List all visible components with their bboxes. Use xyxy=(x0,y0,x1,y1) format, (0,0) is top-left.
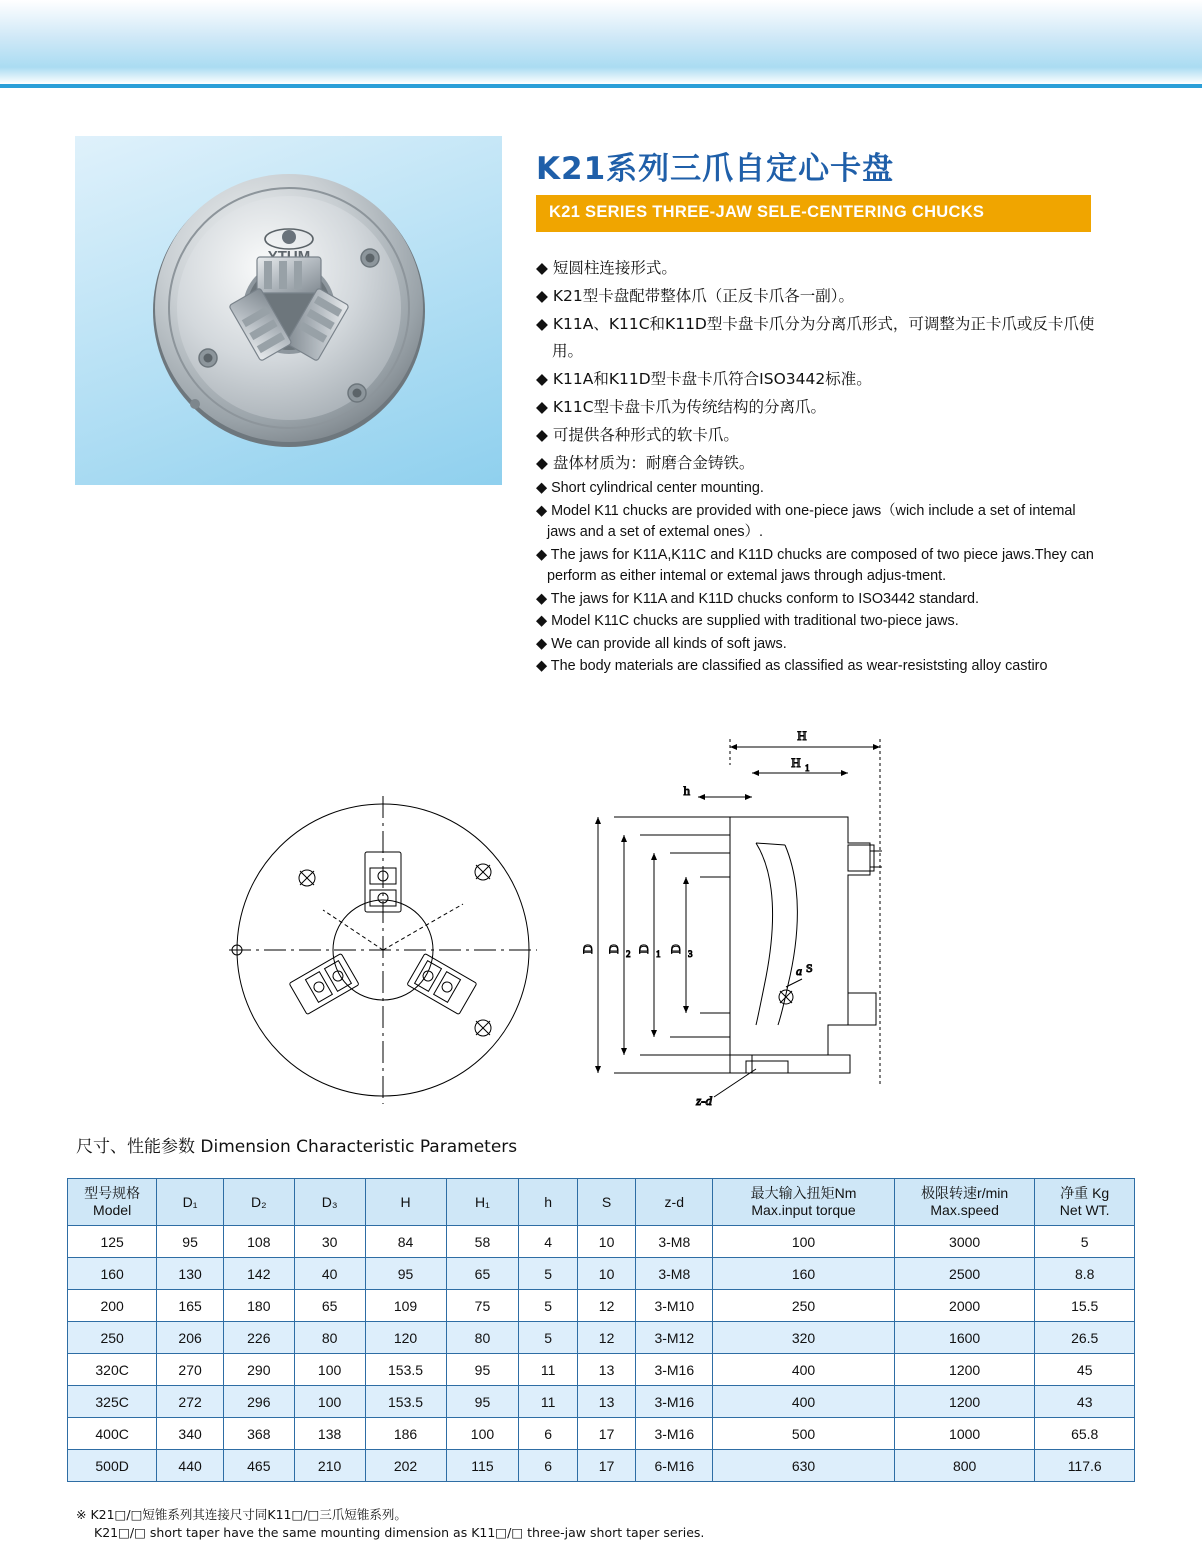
col-header-weight: 净重 Kg Net WT. xyxy=(1035,1179,1135,1226)
cell-weight: 43 xyxy=(1035,1386,1135,1418)
col-header-speed: 极限转速r/min Max.speed xyxy=(894,1179,1035,1226)
table-row xyxy=(68,1418,1135,1450)
top-decorative-band xyxy=(0,0,1202,84)
cell-torque: 630 xyxy=(713,1450,895,1482)
feature-en-item: ◆ The jaws for K11A and K11D chucks conform to ISO3442 standard. xyxy=(536,590,980,607)
cell-d3: 210 xyxy=(294,1450,365,1482)
cell-h-small: 6 xyxy=(519,1418,577,1450)
cell-h-small: 5 xyxy=(519,1258,577,1290)
cell-d1: 206 xyxy=(157,1322,224,1354)
cell-h: 186 xyxy=(365,1418,446,1450)
cell-s: 13 xyxy=(577,1386,635,1418)
cell-model: 200 xyxy=(68,1290,157,1322)
feature-cn-item: ◆ K11C型卡盘卡爪为传统结构的分离爪。 xyxy=(536,398,827,416)
table-row xyxy=(68,1226,1135,1258)
cell-h1: 65 xyxy=(446,1258,519,1290)
svg-text:h: h xyxy=(683,783,690,798)
cell-s: 13 xyxy=(577,1354,635,1386)
cell-h1: 100 xyxy=(446,1418,519,1450)
cell-d1: 165 xyxy=(157,1290,224,1322)
table-row xyxy=(68,1354,1135,1386)
cell-zd: 3-M16 xyxy=(636,1418,713,1450)
parameters-table xyxy=(67,1178,1135,1482)
page-title-cn: K21系列三爪自定心卡盘 xyxy=(536,151,895,187)
cell-model: 500D xyxy=(68,1450,157,1482)
col-header-zd: z-d xyxy=(636,1179,713,1226)
footnote-line-cn: ※ K21□/□短锥系列其连接尺寸同K11□/□三爪短锥系列。 xyxy=(76,1507,407,1522)
feature-cn-item: ◆ 短圆柱连接形式。 xyxy=(536,259,677,277)
svg-text:H: H xyxy=(797,728,807,743)
svg-text:2: 2 xyxy=(626,949,631,959)
svg-text:D: D xyxy=(606,944,621,954)
cell-speed: 1600 xyxy=(894,1322,1035,1354)
cell-d1: 340 xyxy=(157,1418,224,1450)
feature-en-item: ◆ Short cylindrical center mounting. xyxy=(536,480,764,496)
col-header-d1: D₁ xyxy=(157,1179,224,1226)
cell-d2: 226 xyxy=(223,1322,294,1354)
cell-model: 250 xyxy=(68,1322,157,1354)
feature-en-item: ◆ Model K11C chucks are supplied with traditional two-piece jaws. xyxy=(536,613,959,629)
cell-h1: 115 xyxy=(446,1450,519,1482)
svg-text:D: D xyxy=(580,944,595,954)
table-row xyxy=(68,1290,1135,1322)
cell-h-small: 5 xyxy=(519,1290,577,1322)
cell-d1: 440 xyxy=(157,1450,224,1482)
cell-weight: 26.5 xyxy=(1035,1322,1135,1354)
cell-speed: 3000 xyxy=(894,1226,1035,1258)
cell-d3: 40 xyxy=(294,1258,365,1290)
cell-weight: 15.5 xyxy=(1035,1290,1135,1322)
page-title-en: K21 SERIES THREE-JAW SELE-CENTERING CHUCKS xyxy=(549,203,985,221)
svg-text:1: 1 xyxy=(656,949,661,959)
features-list-cn xyxy=(536,255,1096,478)
col-header-model xyxy=(68,1179,157,1226)
cell-h: 109 xyxy=(365,1290,446,1322)
cell-s: 17 xyxy=(577,1450,635,1482)
cell-h1: 80 xyxy=(446,1322,519,1354)
cell-d3: 30 xyxy=(294,1226,365,1258)
cell-s: 17 xyxy=(577,1418,635,1450)
cell-s: 10 xyxy=(577,1226,635,1258)
col-header-s: S xyxy=(577,1179,635,1226)
cell-h1: 95 xyxy=(446,1386,519,1418)
cell-d2: 296 xyxy=(223,1386,294,1418)
cell-h1: 95 xyxy=(446,1354,519,1386)
cell-torque: 320 xyxy=(713,1322,895,1354)
col-header-h-small: h xyxy=(519,1179,577,1226)
col-header-torque: 最大输入扭矩Nm Max.input torque xyxy=(713,1179,895,1226)
chuck-illustration xyxy=(139,161,439,461)
cell-d3: 100 xyxy=(294,1386,365,1418)
cell-d2: 368 xyxy=(223,1418,294,1450)
cell-zd: 3-M16 xyxy=(636,1354,713,1386)
col-header-h1: H₁ xyxy=(446,1179,519,1226)
section-view-drawing xyxy=(580,725,910,1115)
cell-model: 400C xyxy=(68,1418,157,1450)
cell-d1: 272 xyxy=(157,1386,224,1418)
cell-torque: 100 xyxy=(713,1226,895,1258)
col-header-model-en: Model xyxy=(93,1202,132,1218)
col-header-d3: D₃ xyxy=(294,1179,365,1226)
cell-speed: 1200 xyxy=(894,1386,1035,1418)
feature-en-item: ◆ The jaws for K11A,K11C and K11D chucks are composed of two piece jaws.They can perform as either intemal or extemal jaws through adjus-tment. xyxy=(536,546,1094,584)
cell-zd: 3-M10 xyxy=(636,1290,713,1322)
feature-en-item: ◆ We can provide all kinds of soft jaws. xyxy=(536,635,787,652)
cell-h-small: 5 xyxy=(519,1322,577,1354)
feature-cn-item: ◆ K11A和K11D型卡盘卡爪符合ISO3442标准。 xyxy=(536,370,872,388)
feature-en-item: ◆ Model K11 chucks are provided with one-piece jaws（wich include a set of intemal jaws and a set of extemal ones）. xyxy=(536,502,1076,540)
cell-d2: 180 xyxy=(223,1290,294,1322)
cell-h-small: 11 xyxy=(519,1354,577,1386)
cell-d2: 465 xyxy=(223,1450,294,1482)
cell-zd: 3-M16 xyxy=(636,1386,713,1418)
cell-zd: 3-M8 xyxy=(636,1226,713,1258)
cell-torque: 400 xyxy=(713,1386,895,1418)
col-header-d2: D₂ xyxy=(223,1179,294,1226)
svg-text:D: D xyxy=(668,944,683,954)
cell-h: 153.5 xyxy=(365,1386,446,1418)
cell-zd: 6-M16 xyxy=(636,1450,713,1482)
cell-torque: 160 xyxy=(713,1258,895,1290)
cell-speed: 1200 xyxy=(894,1354,1035,1386)
table-header-row xyxy=(68,1179,1135,1226)
cell-weight: 45 xyxy=(1035,1354,1135,1386)
feature-en-item: ◆ The body materials are classified as classified as wear-resiststing alloy castiro xyxy=(536,658,1048,674)
cell-d2: 142 xyxy=(223,1258,294,1290)
cell-d2: 108 xyxy=(223,1226,294,1258)
svg-text:D: D xyxy=(636,944,651,954)
footnote xyxy=(76,1506,704,1542)
table-row xyxy=(68,1450,1135,1482)
cell-weight: 5 xyxy=(1035,1226,1135,1258)
cell-h: 153.5 xyxy=(365,1354,446,1386)
feature-cn-item: ◆ 可提供各种形式的软卡爪。 xyxy=(536,426,739,444)
cell-h: 120 xyxy=(365,1322,446,1354)
cell-zd: 3-M8 xyxy=(636,1258,713,1290)
cell-s: 10 xyxy=(577,1258,635,1290)
top-rule-divider xyxy=(0,84,1202,88)
cell-torque: 500 xyxy=(713,1418,895,1450)
cell-h: 95 xyxy=(365,1258,446,1290)
cell-h-small: 6 xyxy=(519,1450,577,1482)
feature-cn-item: ◆ K11A、K11C和K11D型卡盘卡爪分为分离爪形式，可调整为正卡爪或反卡爪使用。 xyxy=(536,315,1095,360)
cell-weight: 8.8 xyxy=(1035,1258,1135,1290)
cell-d1: 270 xyxy=(157,1354,224,1386)
svg-text:1: 1 xyxy=(805,763,810,773)
feature-cn-item: ◆ K21型卡盘配带整体爪（正反卡爪各一副）。 xyxy=(536,287,854,305)
front-view-drawing xyxy=(215,790,555,1110)
cell-h: 202 xyxy=(365,1450,446,1482)
cell-h1: 75 xyxy=(446,1290,519,1322)
cell-weight: 65.8 xyxy=(1035,1418,1135,1450)
cell-zd: 3-M12 xyxy=(636,1322,713,1354)
cell-d3: 80 xyxy=(294,1322,365,1354)
cell-model: 320C xyxy=(68,1354,157,1386)
footnote-line-en: K21□/□ short taper have the same mounting dimension as K11□/□ three-jaw short taper series. xyxy=(94,1525,705,1540)
svg-text:S: S xyxy=(806,961,813,975)
cell-torque: 250 xyxy=(713,1290,895,1322)
table-row xyxy=(68,1386,1135,1418)
svg-text:a: a xyxy=(796,964,802,978)
cell-model: 325C xyxy=(68,1386,157,1418)
cell-speed: 2000 xyxy=(894,1290,1035,1322)
table-caption: 尺寸、性能参数 Dimension Characteristic Parameters xyxy=(76,1137,518,1157)
cell-h-small: 4 xyxy=(519,1226,577,1258)
feature-cn-item: ◆ 盘体材质为：耐磨合金铸铁。 xyxy=(536,454,755,472)
features-list-en xyxy=(536,478,1101,679)
product-photo xyxy=(75,136,502,485)
cell-h1: 58 xyxy=(446,1226,519,1258)
cell-speed: 1000 xyxy=(894,1418,1035,1450)
cell-model: 125 xyxy=(68,1226,157,1258)
table-row xyxy=(68,1258,1135,1290)
cell-weight: 117.6 xyxy=(1035,1450,1135,1482)
cell-d1: 130 xyxy=(157,1258,224,1290)
cell-d1: 95 xyxy=(157,1226,224,1258)
cell-d3: 65 xyxy=(294,1290,365,1322)
cell-d3: 138 xyxy=(294,1418,365,1450)
col-header-model-cn: 型号规格 xyxy=(84,1185,141,1201)
svg-text:3: 3 xyxy=(688,949,693,959)
cell-model: 160 xyxy=(68,1258,157,1290)
cell-d3: 100 xyxy=(294,1354,365,1386)
cell-torque: 400 xyxy=(713,1354,895,1386)
table-row xyxy=(68,1322,1135,1354)
cell-s: 12 xyxy=(577,1290,635,1322)
cell-s: 12 xyxy=(577,1322,635,1354)
col-header-h: H xyxy=(365,1179,446,1226)
svg-text:H: H xyxy=(791,755,801,770)
cell-d2: 290 xyxy=(223,1354,294,1386)
cell-speed: 2500 xyxy=(894,1258,1035,1290)
cell-speed: 800 xyxy=(894,1450,1035,1482)
cell-h: 84 xyxy=(365,1226,446,1258)
svg-text:z-d: z-d xyxy=(696,1093,712,1108)
cell-h-small: 11 xyxy=(519,1386,577,1418)
